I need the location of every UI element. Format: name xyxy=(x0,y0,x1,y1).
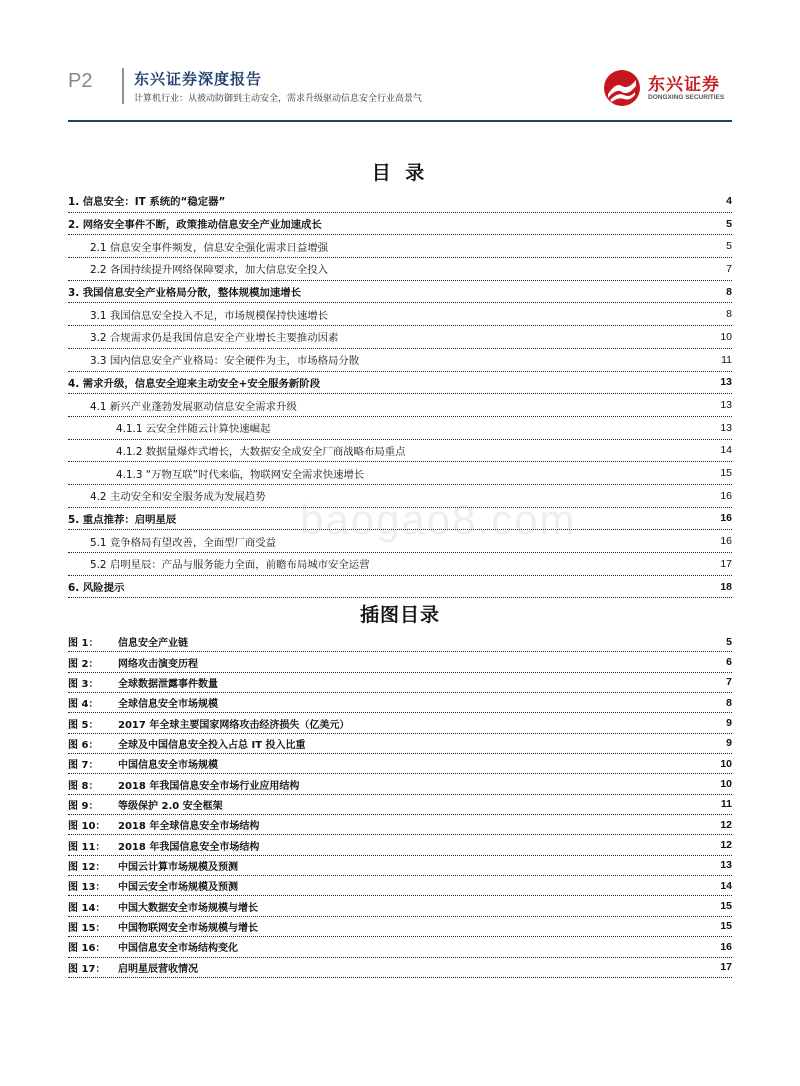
figure-page: 10 xyxy=(720,757,732,770)
toc-entry[interactable] xyxy=(68,462,732,485)
toc-entry-page: 16 xyxy=(720,512,732,525)
figure-page: 15 xyxy=(720,920,732,933)
toc-entry[interactable] xyxy=(68,553,732,576)
figure-entry[interactable] xyxy=(68,876,732,896)
figure-title: 2018 年全球信息安全市场结构 xyxy=(118,821,260,833)
toc-entry-text: 3.1 我国信息安全投入不足，市场规模保持快速增长 xyxy=(90,309,329,322)
toc-entry[interactable] xyxy=(68,258,732,281)
toc-entry-page: 5 xyxy=(726,217,732,230)
logo-text-en: DONGXING SECURITIES xyxy=(648,94,725,101)
toc-entry[interactable] xyxy=(68,417,732,440)
company-logo xyxy=(602,68,732,108)
toc-entry[interactable] xyxy=(68,235,732,258)
report-title: 东兴证券深度报告 xyxy=(134,70,263,88)
toc-entry-page: 10 xyxy=(720,330,732,343)
logo-emblem-icon xyxy=(602,68,642,108)
figure-title: 中国信息安全市场结构变化 xyxy=(118,943,238,955)
figure-page: 7 xyxy=(726,676,732,689)
toc-entry-text: 4.2 主动安全和安全服务成为发展趋势 xyxy=(90,491,266,504)
logo-text-cn: 东兴证券 xyxy=(648,75,720,95)
page-header xyxy=(68,64,732,122)
figure-title: 2018 年我国信息安全市场结构 xyxy=(118,841,260,853)
toc-entry-text: 4.1 新兴产业蓬勃发展驱动信息安全需求升级 xyxy=(90,400,297,413)
figure-entry[interactable] xyxy=(68,774,732,794)
figure-title: 启明星辰营收情况 xyxy=(118,963,198,975)
toc-title: 目 录 xyxy=(371,162,429,184)
toc-entry[interactable] xyxy=(68,372,732,395)
toc-entry-page: 4 xyxy=(726,194,732,207)
toc-entry-page: 15 xyxy=(720,467,732,480)
figure-title: 2018 年我国信息安全市场行业应用结构 xyxy=(118,780,300,792)
figure-label: 图 6： xyxy=(68,739,99,751)
figure-entry[interactable] xyxy=(68,713,732,733)
figure-title: 中国云安全市场规模及预测 xyxy=(118,882,238,894)
toc-entry-page: 13 xyxy=(720,399,732,412)
figure-page: 13 xyxy=(720,859,732,872)
figure-label: 图 11： xyxy=(68,841,106,853)
figure-page: 8 xyxy=(726,696,732,709)
figure-entry[interactable] xyxy=(68,815,732,835)
figure-entry[interactable] xyxy=(68,835,732,855)
toc-entry-page: 11 xyxy=(721,353,732,366)
figure-title: 信息安全产业链 xyxy=(118,638,188,650)
figure-page: 15 xyxy=(720,900,732,913)
toc-entry[interactable] xyxy=(68,281,732,304)
figure-entry[interactable] xyxy=(68,958,732,978)
figure-label: 图 14： xyxy=(68,902,106,914)
toc-entry-page: 7 xyxy=(726,262,732,275)
figure-entry[interactable] xyxy=(68,795,732,815)
toc-entry-text: 3.2 合规需求仍是我国信息安全产业增长主要推动因素 xyxy=(90,332,339,345)
figure-label: 图 5： xyxy=(68,719,99,731)
figure-label: 图 3： xyxy=(68,678,99,690)
figure-label: 图 2： xyxy=(68,658,99,670)
toc-entry-page: 13 xyxy=(720,376,732,389)
toc-entry-page: 14 xyxy=(720,444,732,457)
toc-entry-page: 8 xyxy=(726,308,732,321)
page-number: P2 xyxy=(68,70,93,92)
toc-entry-page: 8 xyxy=(726,285,732,298)
toc-entry-text: 4.1.3 “万物互联”时代来临，物联网安全需求快速增长 xyxy=(116,468,365,481)
header-rule xyxy=(68,120,732,122)
figure-page: 14 xyxy=(720,879,732,892)
figures-list xyxy=(68,632,732,978)
figure-title: 中国信息安全市场规模 xyxy=(118,760,218,772)
figure-label: 图 15： xyxy=(68,922,106,934)
toc-entry-text: 4.1.2 数据量爆炸式增长，大数据安全成安全厂商战略布局重点 xyxy=(116,445,406,458)
toc-entry-page: 17 xyxy=(720,557,732,570)
toc-entry[interactable] xyxy=(68,440,732,463)
toc-entry[interactable] xyxy=(68,508,732,531)
toc-entry[interactable] xyxy=(68,530,732,553)
figure-title: 等级保护 2.0 安全框架 xyxy=(118,800,223,812)
toc-entry-text: 2.1 信息安全事件频发，信息安全强化需求日益增强 xyxy=(90,241,329,254)
toc-entry-page: 16 xyxy=(720,489,732,502)
figure-page: 6 xyxy=(726,656,732,669)
toc-entry-text: 6. 风险提示 xyxy=(68,582,125,595)
figure-label: 图 10： xyxy=(68,821,106,833)
figure-title: 2017 年全球主要国家网络攻击经济损失（亿美元） xyxy=(118,719,350,731)
figure-page: 11 xyxy=(720,798,732,811)
figure-title: 中国物联网安全市场规模与增长 xyxy=(118,922,258,934)
toc-entry-page: 5 xyxy=(726,240,732,253)
toc-entry-text: 5.2 启明星辰：产品与服务能力全面，前瞻布局城市安全运营 xyxy=(90,559,370,572)
table-of-contents xyxy=(68,190,732,598)
figure-entry[interactable] xyxy=(68,673,732,693)
figure-entry[interactable] xyxy=(68,896,732,916)
figure-label: 图 1： xyxy=(68,638,99,650)
figure-page: 9 xyxy=(726,737,732,750)
report-subtitle: 计算机行业：从被动防御到主动安全，需求升级驱动信息安全行业高景气 xyxy=(134,94,423,104)
figure-entry[interactable] xyxy=(68,632,732,652)
toc-entry-page: 13 xyxy=(720,421,732,434)
figure-page: 12 xyxy=(720,839,732,852)
toc-entry-page: 18 xyxy=(720,580,732,593)
figure-title: 中国云计算市场规模及预测 xyxy=(118,861,238,873)
toc-entry-text: 3. 我国信息安全产业格局分散，整体规模加速增长 xyxy=(68,287,301,300)
toc-entry[interactable] xyxy=(68,485,732,508)
figures-title: 插图目录 xyxy=(359,604,440,626)
figure-label: 图 17： xyxy=(68,963,106,975)
figure-page: 12 xyxy=(720,818,732,831)
figure-page: 17 xyxy=(720,961,732,974)
toc-entry-text: 4. 需求升级，信息安全迎来主动安全+安全服务新阶段 xyxy=(68,377,321,390)
figure-title: 网络攻击演变历程 xyxy=(118,658,198,670)
figure-page: 5 xyxy=(726,635,732,648)
toc-entry-text: 3.3 国内信息安全产业格局：安全硬件为主，市场格局分散 xyxy=(90,355,360,368)
toc-entry-text: 4.1.1 云安全伴随云计算快速崛起 xyxy=(116,423,271,436)
toc-entry-text: 1. 信息安全：IT 系统的“稳定器” xyxy=(68,196,226,209)
figure-label: 图 4： xyxy=(68,699,99,711)
toc-entry-text: 5.1 竞争格局有望改善，全面型厂商受益 xyxy=(90,536,277,549)
watermark: baogao8.com xyxy=(300,496,577,543)
figure-entry[interactable] xyxy=(68,652,732,672)
toc-entry[interactable] xyxy=(68,349,732,372)
toc-entry-page: 16 xyxy=(720,535,732,548)
figure-entry[interactable] xyxy=(68,917,732,937)
figure-page: 10 xyxy=(720,778,732,791)
header-divider xyxy=(122,68,124,104)
figure-title: 全球信息安全市场规模 xyxy=(118,699,218,711)
figure-title: 中国大数据安全市场规模与增长 xyxy=(118,902,258,914)
figure-label: 图 12： xyxy=(68,861,106,873)
figure-page: 16 xyxy=(720,940,732,953)
figure-label: 图 13： xyxy=(68,882,106,894)
toc-entry-text: 5. 重点推荐：启明星辰 xyxy=(68,513,177,526)
figure-title: 全球及中国信息安全投入占总 IT 投入比重 xyxy=(118,739,306,751)
figure-title: 全球数据泄露事件数量 xyxy=(118,678,218,690)
figure-entry[interactable] xyxy=(68,754,732,774)
toc-entry-text: 2. 网络安全事件不断，政策推动信息安全产业加速成长 xyxy=(68,219,322,232)
figure-entry[interactable] xyxy=(68,937,732,957)
figure-label: 图 7： xyxy=(68,760,99,772)
toc-entry[interactable] xyxy=(68,326,732,349)
toc-entry[interactable] xyxy=(68,213,732,236)
toc-entry-text: 2.2 各国持续提升网络保障要求，加大信息安全投入 xyxy=(90,264,329,277)
toc-entry[interactable] xyxy=(68,394,732,417)
toc-entry[interactable] xyxy=(68,576,732,599)
figure-label: 图 9： xyxy=(68,800,99,812)
figure-entry[interactable] xyxy=(68,693,732,713)
toc-entry[interactable] xyxy=(68,303,732,326)
figure-label: 图 8： xyxy=(68,780,99,792)
toc-entry[interactable] xyxy=(68,190,732,213)
figure-label: 图 16： xyxy=(68,943,106,955)
figure-entry[interactable] xyxy=(68,856,732,876)
figure-entry[interactable] xyxy=(68,734,732,754)
figure-page: 9 xyxy=(726,717,732,730)
